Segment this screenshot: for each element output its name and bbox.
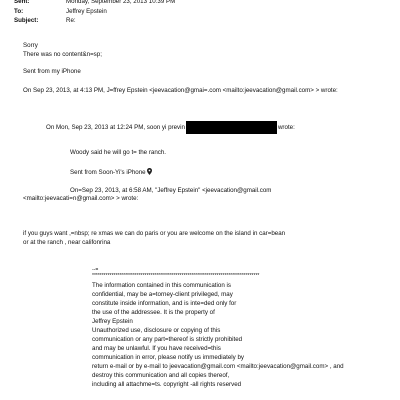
disclaimer-line: destroy this communication and all copies thereof, [92,372,230,379]
disclaimer-line: confidential, may be a=torney-client privileged, may [92,291,233,298]
sent-row [14,0,175,6]
to-value: Jeffrey Epstein [66,8,107,15]
subject-label: Subject: [14,17,39,24]
disclaimer-line: the use of the addressee. It is the property of [92,309,215,316]
to-label: To: [14,8,24,15]
to-row [14,8,107,16]
subject-value: Re: [66,17,76,24]
disclaimer-line: The information contained in this communication is [92,282,231,289]
body-line-ranch: or at the ranch , near califonrina [23,239,111,246]
body-line-sorry: Sorry [23,42,38,49]
body-line-woody: Woody said he will go t= the ranch. [70,149,167,156]
sent-value: Monday, September 23, 2013 10:39 PM [66,0,176,5]
sent-label: Sent: [14,0,30,5]
disclaimer-line: including all attachme=ts. copyright -all rights reserved [92,381,242,388]
disclaimer-line: and may be unlawful. If you have received=this [92,345,221,352]
body-line-soon-yi-header [46,121,295,134]
body-line-no-content: There was no content&n=sp; [23,51,102,58]
disclaimer-line: communication in error, please notify us immediately by [92,354,245,361]
redaction-block [186,121,277,134]
map-pin-icon [147,168,152,175]
soon-yi-header-text: On Mon, Sep 23, 2013 at 12:24 PM, soon yi previn [46,124,185,132]
body-line-quote-header: On Sep 23, 2013, at 4:13 PM, J=ffrey Epstein <jeevacation@gmai=.com <mailto:jeevacation@gmail.com> > wrote: [23,87,338,94]
disclaimer-line: constitute inside information, and is inte=ded only for [92,300,237,307]
signature-separator: --= [92,267,99,273]
body-line-on-sep-23: On=Sep 23, 2013, at 6:58 AM, "Jeffrey Epstein" <jeevacation@gmail.com [70,187,272,194]
disclaimer-line: return e-mail or by e-mail to jeevacation@gmail.com <mailto:jeevacation@gmail.com> , and [92,363,344,370]
sent-from-soon-yi-text: Sent from Soon-Yi's iPhone [70,169,146,176]
soon-yi-header-wrote: wrote: [277,124,295,132]
subject-row [14,17,76,25]
body-line-sent-from-soon-yi [70,168,152,177]
body-line-mailto: <mailto:jeevacati=n@gmail.com> > wrote: [23,195,139,202]
body-line-xmas: if you guys want ,=nbsp; re xmas we can do paris or you are welcome on the island in car=bean [23,230,286,237]
disclaimer-line: Jeffrey Epstein [92,318,133,325]
disclaimer-line: communication or any part=thereof is strictly prohibited [92,336,243,343]
stars-divider: ************************************************************************************** [92,273,260,279]
disclaimer-line: Unauthorized use, disclosure or copying of this [92,327,221,334]
body-line-sent-from: Sent from my iPhone [23,68,81,75]
